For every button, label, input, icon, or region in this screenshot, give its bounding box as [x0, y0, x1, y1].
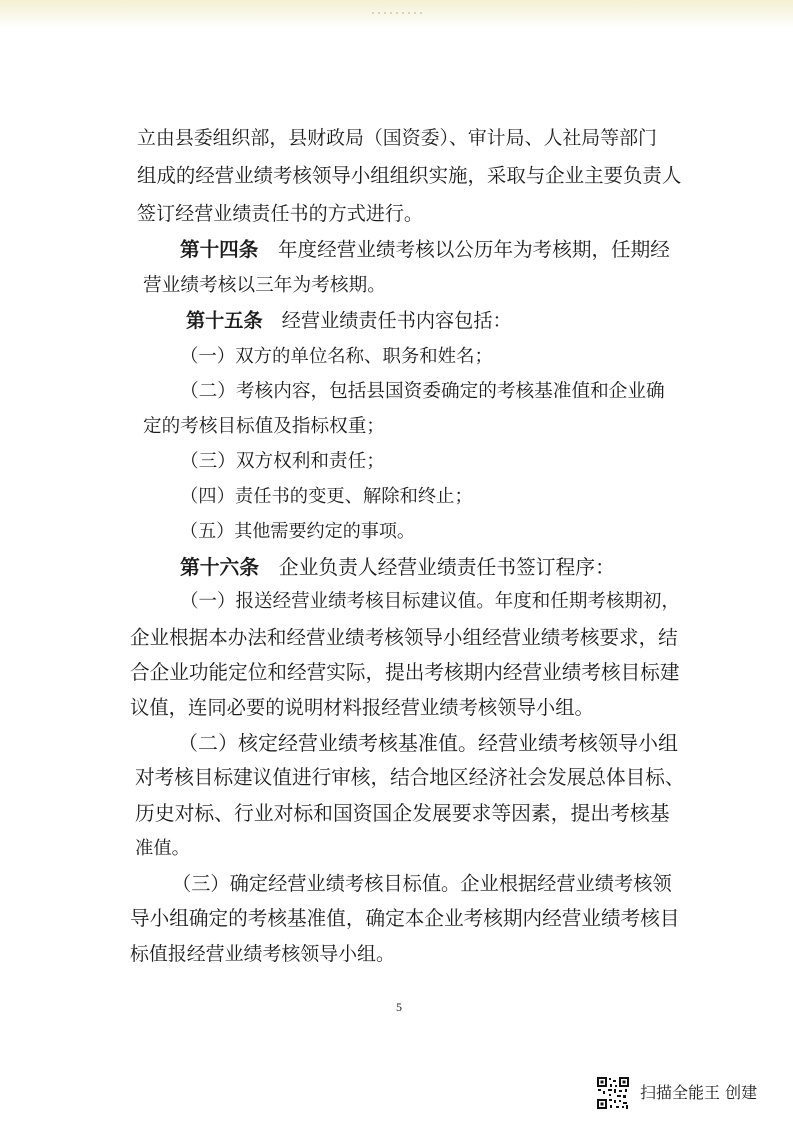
line-text: 导小组确定的考核基准值，确定本企业考核期内经营业绩考核目	[130, 907, 680, 930]
scan-edge	[0, 0, 793, 28]
line-text: 签订经营业绩责任书的方式进行。	[137, 203, 423, 225]
body-line	[135, 835, 190, 863]
line-text: （三）确定经营业绩考核目标值。企业根据经营业绩考核领	[172, 872, 672, 895]
body-line	[135, 764, 685, 792]
line-text: 企业根据本办法和经营业绩考核领导小组经营业绩考核要求，结	[130, 626, 678, 649]
line-text: 准值。	[135, 838, 190, 859]
scanner-watermark	[596, 1076, 776, 1110]
body-line	[137, 162, 681, 190]
line-text: 立由县委组织部，县财政局（国资委）、审计局、人社局等部门	[137, 127, 657, 149]
body-line	[143, 272, 386, 300]
body-line	[135, 800, 670, 828]
article-heading: 第十五条	[186, 309, 263, 332]
qr-code-icon	[596, 1076, 630, 1110]
watermark-text: 扫描全能王 创建	[640, 1083, 758, 1102]
body-line	[180, 588, 680, 616]
line-text: 合企业功能定位和经营实际，提出考核期内经营业绩考核目标建	[130, 661, 680, 684]
scan-speck	[372, 12, 424, 14]
body-line	[137, 124, 657, 152]
body-line	[180, 518, 415, 546]
line-text: （五）其他需要约定的事项。	[180, 521, 416, 542]
body-line	[186, 307, 512, 335]
line-text: 组成的经营业绩考核领导小组组织实施，采取与企业主要负责人	[137, 164, 682, 187]
line-text: 定的考核目标值及指标权重；	[143, 416, 385, 437]
body-line	[130, 940, 395, 968]
article-heading: 第十六条	[180, 555, 260, 579]
line-text: （一）报送经营业绩考核目标建议值。年度和任期考核期初，	[180, 591, 680, 612]
body-line	[180, 448, 385, 476]
line-text: （二）核定经营业绩考核基准值。经营业绩考核领导小组	[178, 731, 678, 755]
body-line	[180, 343, 493, 371]
line-text: （二）考核内容，包括县国资委确定的考核基准值和企业确	[180, 381, 665, 402]
body-line	[180, 378, 665, 406]
body-line	[137, 200, 423, 228]
line-text: （一）双方的单位名称、职务和姓名；	[180, 346, 493, 367]
line-text: 年度经营业绩考核以公历年为考核期，任期经	[258, 238, 670, 261]
line-text: 历史对标、行业对标和国资国企发展要求等因素，提出考核基	[135, 802, 670, 825]
body-line	[180, 236, 670, 264]
page-number: 5	[396, 1000, 402, 1014]
body-line	[180, 553, 615, 582]
line-text: （三）双方权利和责任；	[180, 451, 385, 472]
article-heading: 第十四条	[180, 238, 259, 261]
line-text: 营业绩考核以三年为考核期。	[143, 275, 386, 296]
line-text: 企业负责人经营业绩责任书签订程序：	[259, 556, 615, 579]
body-line	[178, 729, 678, 757]
line-text: 经营业绩责任书内容包括：	[262, 309, 512, 332]
line-text: 对考核目标建议值进行审核，结合地区经济社会发展总体目标、	[135, 766, 685, 789]
line-text: 议值，连同必要的说明材料报经营业绩考核领导小组。	[130, 696, 594, 719]
line-text: （四）责任书的变更、解除和终止；	[180, 486, 473, 507]
body-line	[130, 659, 680, 687]
line-text: 标值报经营业绩考核领导小组。	[130, 943, 395, 965]
body-line	[130, 905, 680, 933]
body-line	[130, 694, 594, 722]
body-line	[172, 870, 672, 898]
body-line	[180, 483, 473, 511]
body-line	[130, 624, 678, 652]
body-line	[143, 413, 385, 441]
